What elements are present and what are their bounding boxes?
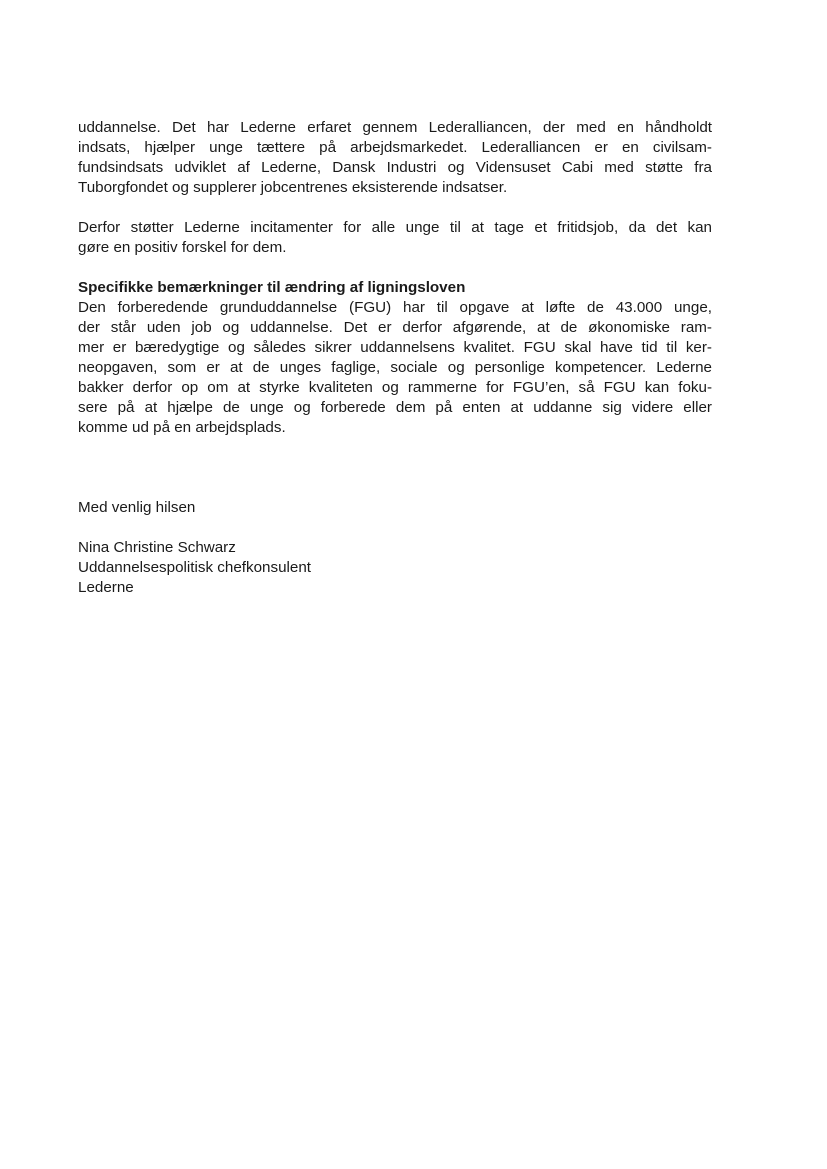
text-line: mer er bæredygtige og således sikrer uddannelsens kvalitet. FGU skal have tid til ker- — [78, 339, 712, 356]
signature-block — [78, 498, 712, 598]
text-line: indsats, hjælper unge tættere på arbejdsmarkedet. Lederalliancen er en civilsam- — [78, 139, 712, 156]
signature-spacer — [78, 438, 712, 498]
text-line: Tuborgfondet og supplerer jobcentrenes eksisterende indsatser. — [78, 179, 508, 196]
paragraph-fritidsjob — [78, 218, 712, 258]
signer-organization: Lederne — [78, 579, 134, 596]
paragraph-spacer — [78, 258, 712, 278]
section-ligningsloven — [78, 278, 712, 438]
signer-title: Uddannelsespolitisk chefkonsulent — [78, 559, 312, 576]
text-line: gøre en positiv forskel for dem. — [78, 239, 287, 256]
paragraph-lederalliancen — [78, 118, 712, 198]
text-line: Derfor støtter Lederne incitamenter for alle unge til at tage et fritidsjob, da det kan — [78, 219, 712, 236]
text-line: neopgaven, som er at de unges faglige, sociale og personlige kompetencer. Lederne — [78, 359, 712, 376]
closing-greeting: Med venlig hilsen — [78, 499, 196, 516]
text-line: bakker derfor op om at styrke kvaliteten og rammerne for FGU’en, så FGU kan foku- — [78, 379, 712, 396]
text-line: sere på at hjælpe de unge og forberede dem på enten at uddanne sig videre eller — [78, 399, 712, 416]
text-line: fundsindsats udviklet af Lederne, Dansk Industri og Vidensuset Cabi med støtte fra — [78, 159, 712, 176]
document-page — [78, 118, 712, 598]
paragraph-spacer — [78, 198, 712, 218]
text-line: komme ud på en arbejdsplads. — [78, 419, 286, 436]
signer-name: Nina Christine Schwarz — [78, 539, 236, 556]
text-line: uddannelse. Det har Lederne erfaret gennem Lederalliancen, der med en håndholdt — [78, 119, 712, 136]
text-line: der står uden job og uddannelse. Det er derfor afgørende, at de økonomiske ram- — [78, 319, 712, 336]
paragraph-spacer — [78, 518, 712, 538]
text-line: Den forberedende grunduddannelse (FGU) har til opgave at løfte de 43.000 unge, — [78, 299, 712, 316]
section-heading: Specifikke bemærkninger til ændring af ligningsloven — [78, 279, 466, 296]
